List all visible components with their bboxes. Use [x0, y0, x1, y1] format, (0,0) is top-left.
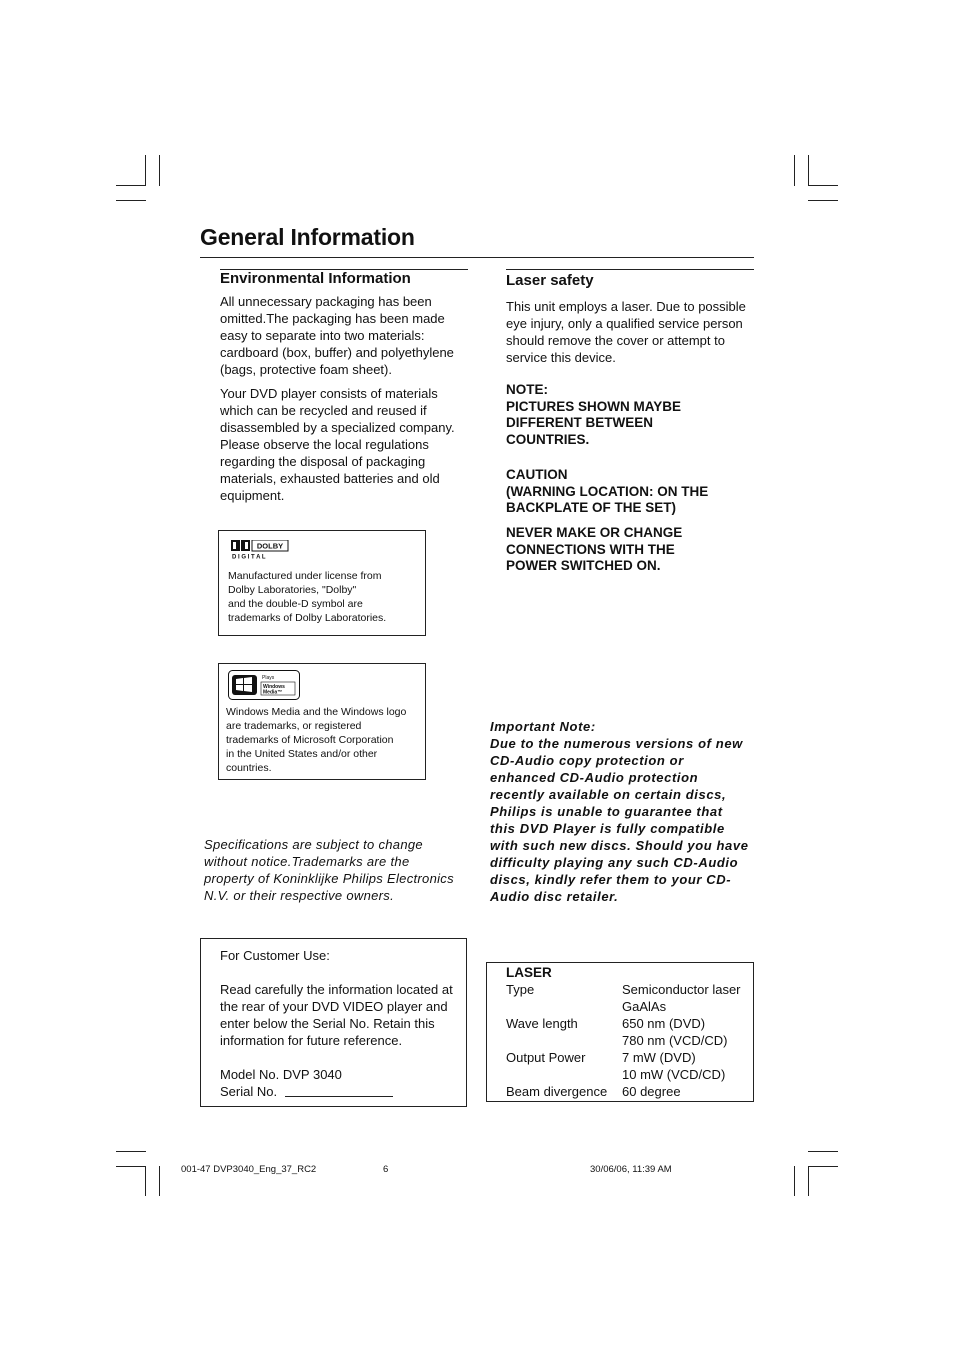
- dolby-trademark-text: [228, 569, 386, 625]
- laser-spec-value: Semiconductor laser: [622, 982, 741, 997]
- section-rule: [506, 269, 754, 270]
- laser-spec-label: [506, 1032, 622, 1049]
- crop-mark: [145, 155, 146, 186]
- laser-spec-value: 10 mW (VCD/CD): [622, 1067, 726, 1082]
- important-note-line: Philips is unable to guarantee that: [490, 804, 723, 819]
- logo-windows-text: Windows: [263, 684, 285, 690]
- windows-line: countries.: [226, 762, 272, 774]
- dolby-line: trademarks of Dolby Laboratories.: [228, 612, 387, 624]
- windows-media-logo: [228, 670, 300, 700]
- page-title: General Information: [200, 224, 415, 250]
- caution-line: CAUTION: [506, 467, 568, 482]
- note-block: [506, 382, 681, 449]
- important-note-line: Due to the numerous versions of new: [490, 736, 743, 751]
- laser-spec-value: 7 mW (DVD): [622, 1050, 696, 1065]
- crop-mark: [794, 1166, 795, 1196]
- spec-line: without notice.Trademarks are the: [204, 854, 410, 869]
- customer-line: the rear of your DVD VIDEO player and: [220, 999, 448, 1014]
- crop-mark: [159, 1166, 160, 1196]
- dolby-logo-text: DOLBY: [256, 541, 284, 551]
- laser-spec-value: 780 nm (VCD/CD): [622, 1033, 728, 1048]
- spec-line: Specifications are subject to change: [204, 837, 423, 852]
- logo-plays-text: Plays: [262, 675, 275, 681]
- important-note-line: CD-Audio copy protection or: [490, 753, 684, 768]
- warning-block: [506, 525, 682, 575]
- important-note-line: Audio disc retailer.: [490, 889, 619, 904]
- spec-line: property of Koninklijke Philips Electronics: [204, 871, 454, 886]
- laser-spec-label: Output Power: [506, 1050, 586, 1065]
- important-note-line: enhanced CD-Audio protection: [490, 770, 699, 785]
- note-line: COUNTRIES.: [506, 432, 590, 448]
- caution-line: (WARNING LOCATION: ON THE: [506, 483, 709, 499]
- dolby-line: Dolby Laboratories, "Dolby": [228, 584, 357, 596]
- windows-line: in the United States and/or other: [226, 748, 378, 760]
- laser-spec-label: Wave length: [506, 1016, 578, 1031]
- environmental-heading: Environmental Information: [220, 270, 411, 287]
- dolby-line: Manufactured under license from: [228, 570, 382, 582]
- customer-use-text: [220, 947, 464, 1100]
- laser-spec-row: [506, 1015, 750, 1032]
- laser-spec-label: [506, 1066, 622, 1083]
- laser-spec-row: [506, 981, 750, 998]
- important-note-line: recently available on certain discs,: [490, 787, 727, 802]
- laser-spec-row: [506, 1032, 750, 1049]
- caution-block: [506, 467, 708, 517]
- windows-line: Windows Media and the Windows logo: [226, 706, 407, 718]
- laser-spec-label: Type: [506, 982, 535, 997]
- customer-line: enter below the Serial No. Retain this: [220, 1016, 435, 1031]
- laser-spec-label: [506, 998, 622, 1015]
- environmental-paragraph: Your DVD player consists of materials which can be recycled and reused if disassembled by a specialized company. Please observe the local regulations regarding the disposal of packaging materials, exhausted batteries and old equipment.: [220, 386, 455, 503]
- laser-spec-row: [506, 998, 750, 1015]
- crop-mark: [116, 1166, 146, 1167]
- crop-mark: [159, 155, 160, 186]
- laser-safety-text: This unit employs a laser. Due to possible eye injury, only a qualified service person should remove the cover or attempt to service this device.: [506, 299, 746, 365]
- crop-mark: [808, 1166, 838, 1167]
- customer-line: information for future reference.: [220, 1033, 403, 1048]
- crop-mark: [116, 200, 146, 201]
- footer-page-number: 6: [383, 1164, 389, 1175]
- environmental-text: [220, 293, 466, 504]
- customer-use-heading: For Customer Use:: [220, 948, 330, 963]
- crop-mark: [808, 200, 838, 201]
- important-note-line: difficulty playing any such CD-Audio: [490, 855, 739, 870]
- crop-mark: [116, 185, 146, 186]
- important-note: [490, 718, 749, 905]
- dolby-digital-logo: [231, 540, 289, 560]
- crop-mark: [808, 185, 838, 186]
- important-note-heading: Important Note:: [490, 719, 596, 734]
- warning-line: NEVER MAKE OR CHANGE: [506, 525, 683, 540]
- warning-line: POWER SWITCHED ON.: [506, 558, 661, 574]
- windows-line: trademarks of Microsoft Corporation: [226, 734, 394, 746]
- serial-number-line: [285, 1096, 393, 1097]
- customer-line: Read carefully the information located at: [220, 982, 453, 997]
- laser-safety-heading: Laser safety: [506, 272, 594, 289]
- windows-media-trademark-text: [226, 705, 406, 775]
- laser-specs-heading: LASER: [506, 965, 552, 980]
- footer-timestamp: 30/06/06, 11:39 AM: [590, 1164, 672, 1175]
- warning-line: CONNECTIONS WITH THE: [506, 541, 675, 557]
- crop-mark: [794, 155, 795, 186]
- crop-mark: [808, 1166, 809, 1196]
- caution-line: BACKPLATE OF THE SET): [506, 500, 676, 516]
- important-note-line: discs, kindly refer them to your CD-: [490, 872, 732, 887]
- crop-mark: [116, 1151, 146, 1152]
- important-note-line: with such new discs. Should you have: [490, 838, 749, 853]
- laser-spec-value: GaAlAs: [622, 999, 667, 1014]
- footer-file-name: 001-47 DVP3040_Eng_37_RC2: [181, 1164, 317, 1175]
- environmental-paragraph: All unnecessary packaging has been omitted.The packaging has been made easy to separate into two materials: cardboard (box, buffer) and polyethylene (bags, protective foam sheet).: [220, 294, 454, 377]
- laser-spec-row: [506, 1083, 750, 1100]
- laser-spec-value: 60 degree: [622, 1084, 681, 1099]
- specifications-notice: [204, 836, 454, 904]
- important-note-line: this DVD Player is fully compatible: [490, 821, 725, 836]
- title-rule: [200, 257, 754, 258]
- logo-media-text: Media™: [263, 689, 283, 696]
- laser-spec-value: 650 nm (DVD): [622, 1016, 706, 1031]
- laser-spec-row: [506, 1049, 750, 1066]
- crop-mark: [808, 155, 809, 186]
- serial-number-label: Serial No.: [220, 1084, 278, 1099]
- note-line: NOTE:: [506, 382, 548, 397]
- spec-line: N.V. or their respective owners.: [204, 888, 394, 903]
- note-line: DIFFERENT BETWEEN: [506, 415, 653, 431]
- laser-specs: [506, 964, 750, 1100]
- model-number: Model No. DVP 3040: [220, 1067, 342, 1082]
- crop-mark: [808, 1151, 838, 1152]
- note-line: PICTURES SHOWN MAYBE: [506, 398, 682, 414]
- laser-spec-row: [506, 1066, 750, 1083]
- dolby-logo-subtext: D I G I T A L: [232, 554, 266, 560]
- laser-spec-label: Beam divergence: [506, 1084, 608, 1099]
- crop-mark: [145, 1166, 146, 1196]
- windows-line: are trademarks, or registered: [226, 720, 362, 732]
- dolby-line: and the double-D symbol are: [228, 598, 363, 610]
